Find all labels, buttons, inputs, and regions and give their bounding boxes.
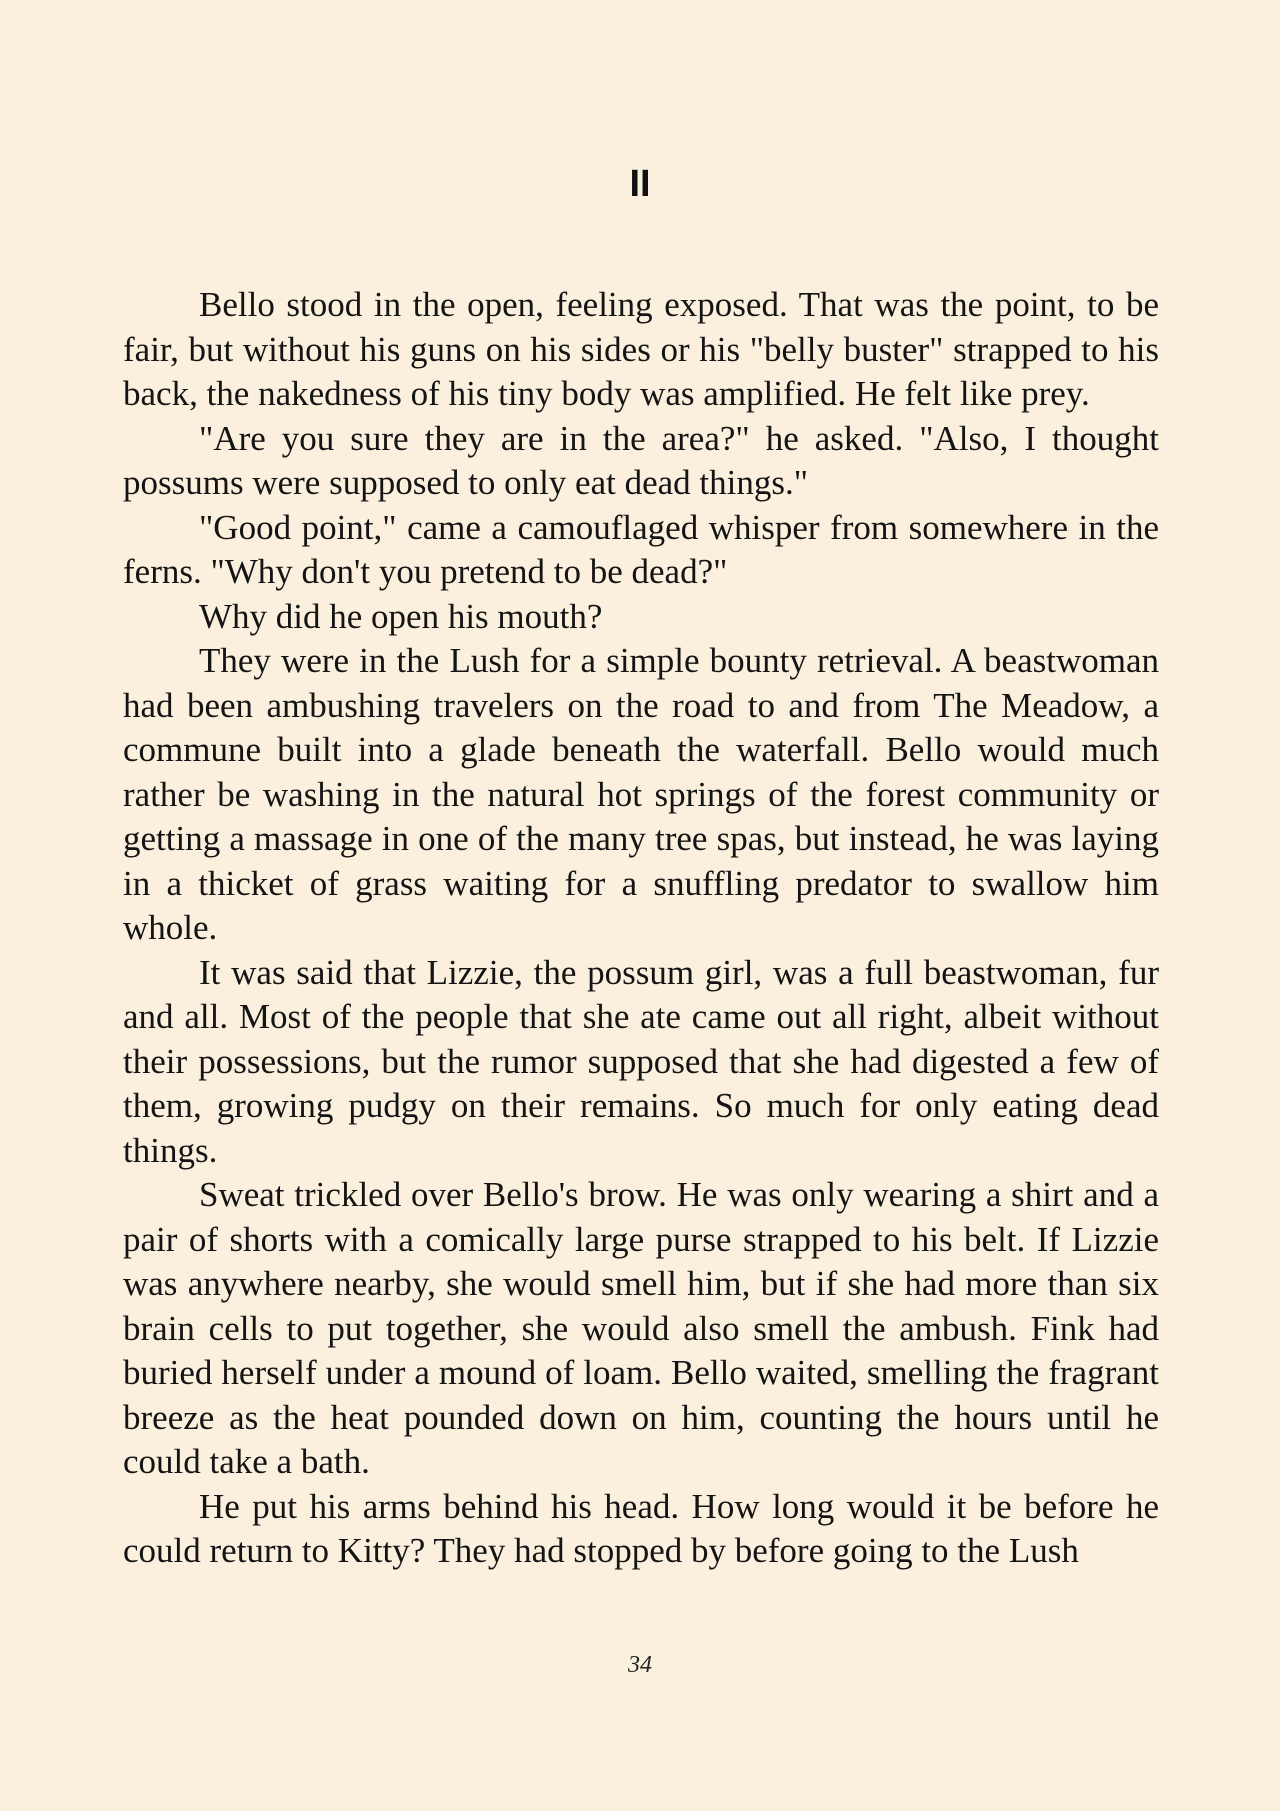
body-text (123, 283, 1159, 1574)
paragraph: They were in the Lush for a simple bounty retrieval. A beastwoman had been ambushing travelers on the road to and from The Meadow, a commune built into a glade beneath the waterfall. Bello would much rather be washing in the natural hot springs of the forest community or getting a massage in one of the many tree spas, but instead, he was laying in a thicket of grass waiting for a snuffling predator to swallow him whole. (123, 641, 1159, 947)
paragraph: "Good point," came a camouflaged whisper from somewhere in the ferns. "Why don't you pretend to be dead?" (123, 507, 1159, 591)
paragraph: Bello stood in the open, feeling exposed. That was the point, to be fair, but without his guns on his sides or his "belly buster" strapped to his back, the nakedness of his tiny body was amplified. He felt like prey. (123, 285, 1159, 413)
paragraph: It was said that Lizzie, the possum girl, was a full beastwoman, fur and all. Most of the people that she ate came out all right, albeit without their possessions, but the rumor supposed that she had digested a few of them, growing pudgy on their remains. So much for only eating dead things. (123, 952, 1159, 1170)
paragraph: "Are you sure they are in the area?" he asked. "Also, I thought possums were supposed to only eat dead things." (123, 418, 1159, 502)
page-number: 34 (628, 1652, 652, 1678)
chapter-heading: II (629, 163, 651, 205)
paragraph: Why did he open his mouth? (199, 596, 603, 636)
paragraph: Sweat trickled over Bello's brow. He was only wearing a shirt and a pair of shorts with a comically large purse strapped to his belt. If Lizzie was anywhere nearby, she would smell him, but if she had more than six brain cells to put together, she would also smell the ambush. Fink had buried herself under a mound of loam. Bello waited, smelling the fragrant breeze as the heat pounded down on him, counting the hours until he could take a bath. (123, 1175, 1159, 1481)
paragraph: He put his arms behind his head. How long would it be before he could return to Kitty? They had stopped by before going to the Lush (123, 1486, 1159, 1570)
